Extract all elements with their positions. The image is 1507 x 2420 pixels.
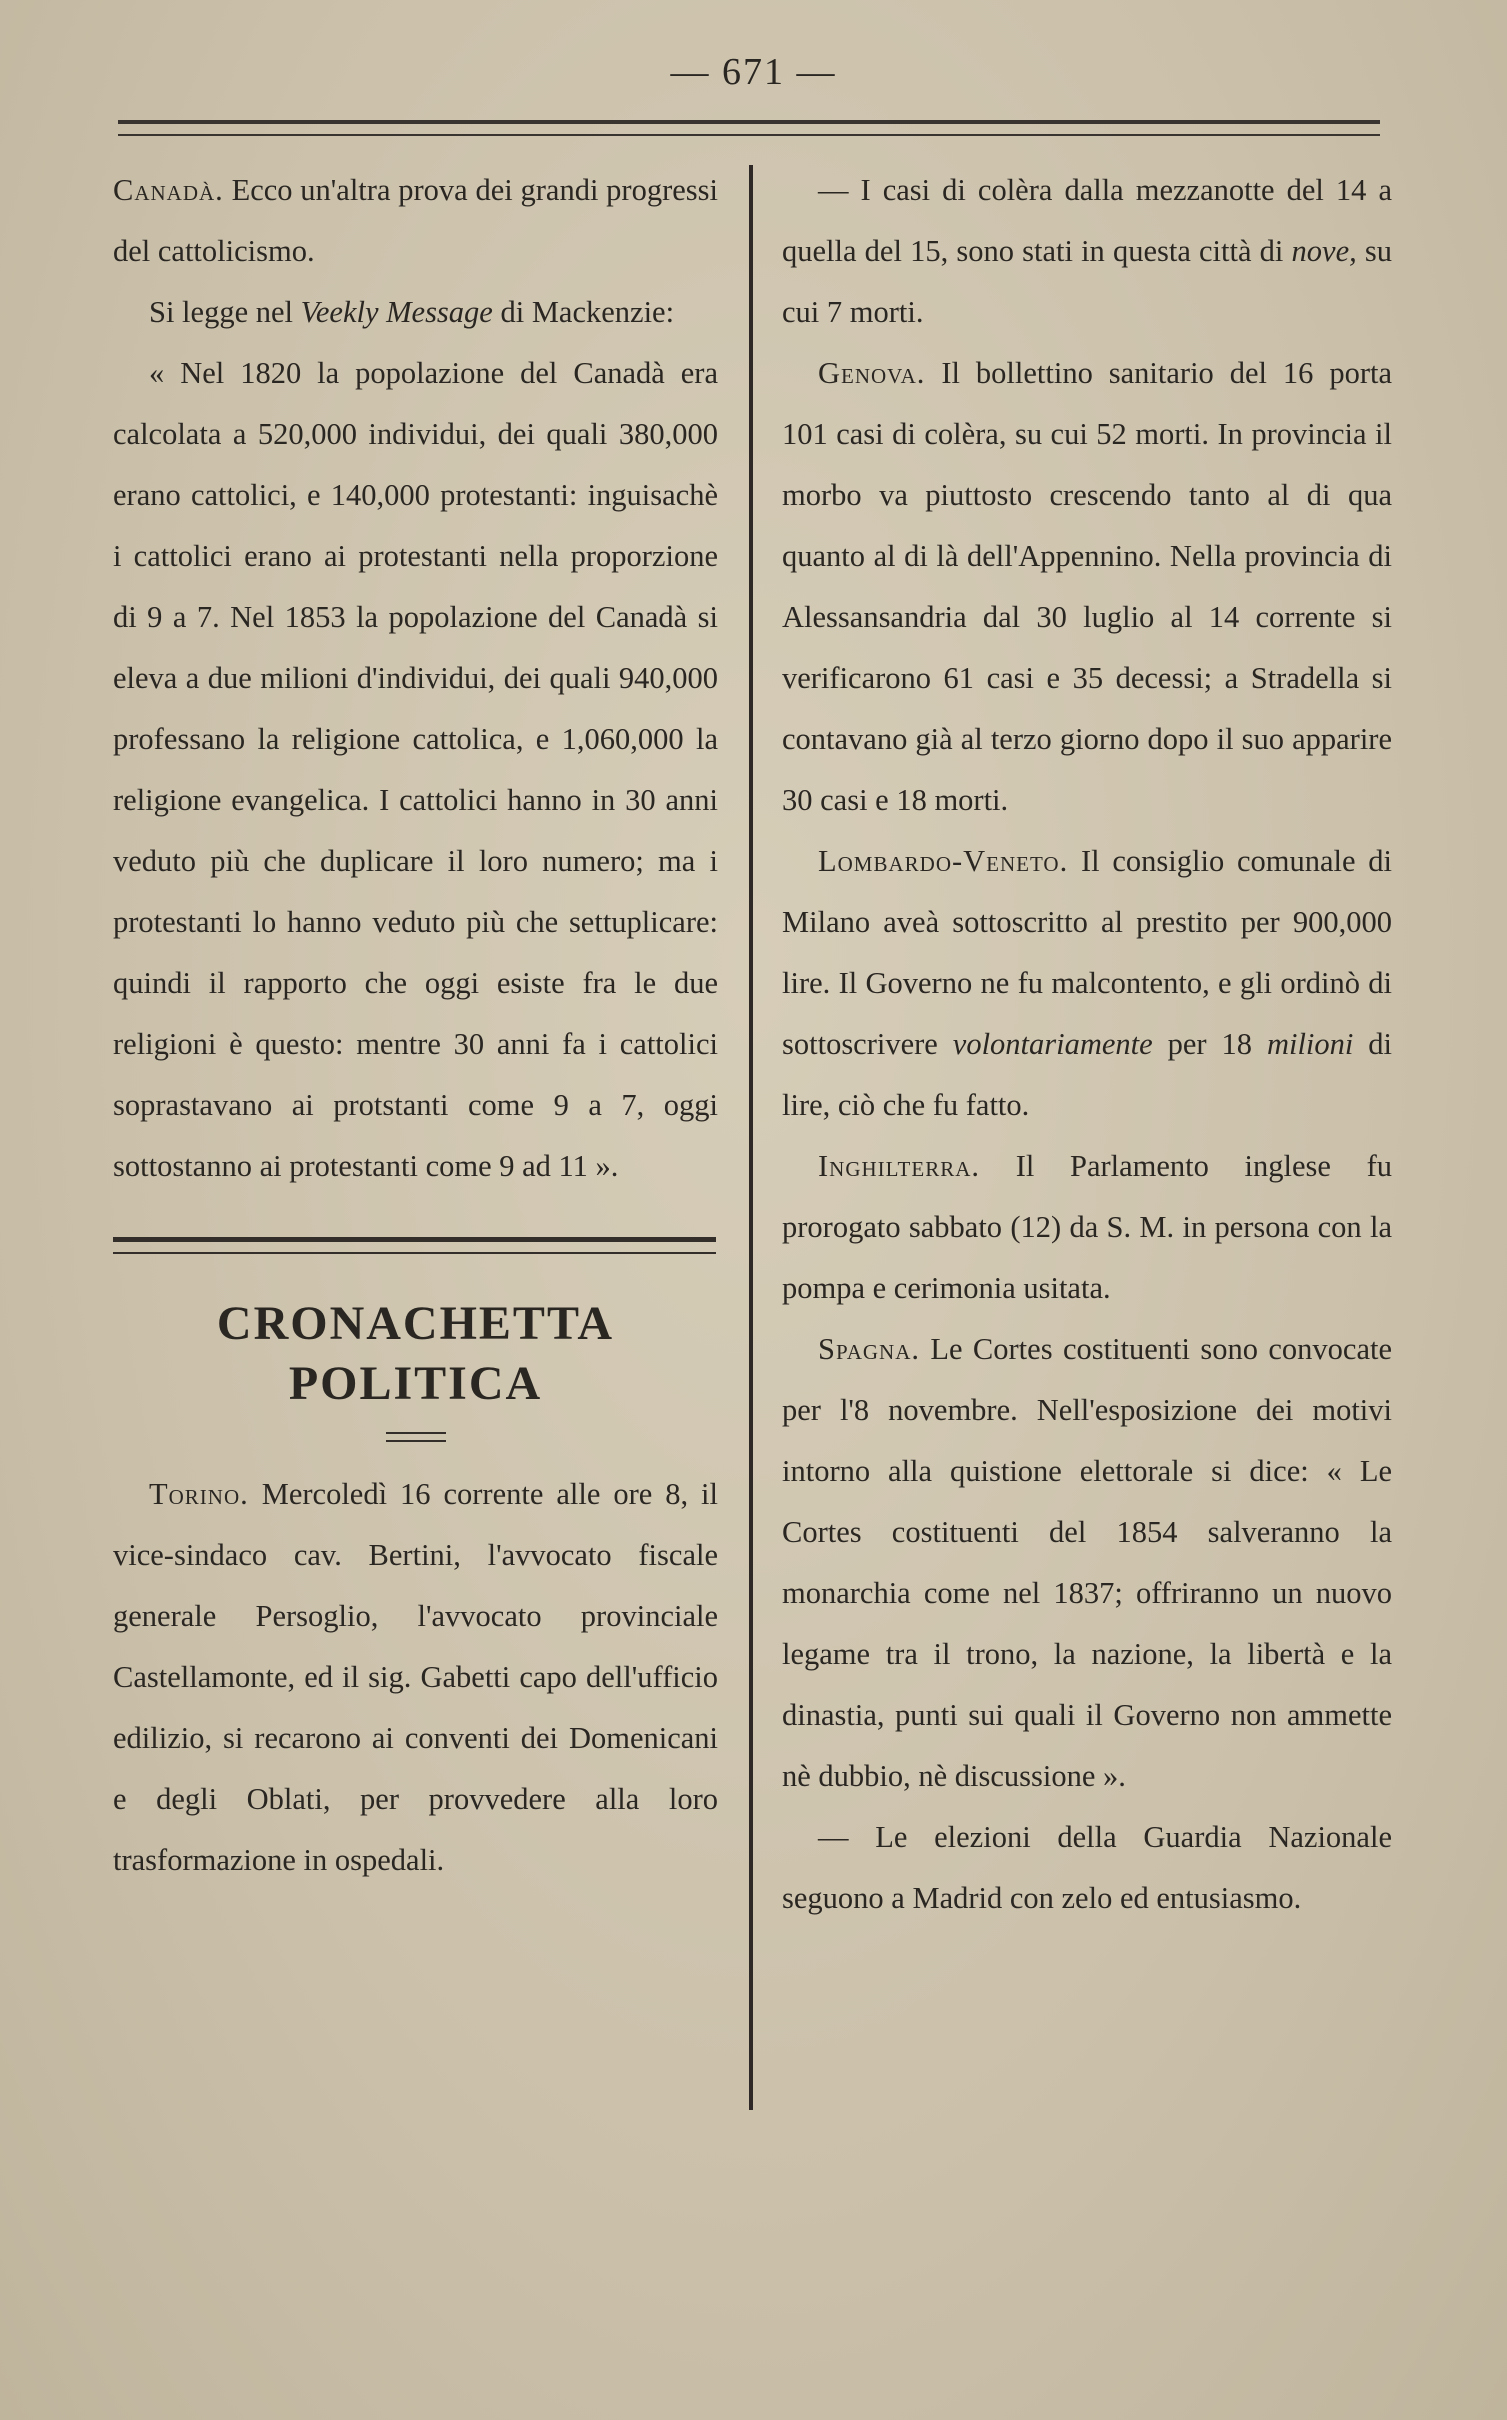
- colera-paragraph: [782, 160, 1392, 343]
- torino-paragraph: [113, 1464, 718, 1891]
- colera-italic: nove,: [1291, 234, 1357, 268]
- lombardo-text: Il consiglio comunale di Milano aveà sottoscritto al prestito per 900,000 lire. Il Governo ne fu malcontento, e gli ordinò di sottoscrivere: [782, 844, 1393, 1061]
- lombardo-end: di lire, ciò che fu fatto.: [782, 1027, 1393, 1122]
- source-title: Veekly Message: [300, 295, 493, 329]
- top-rule: [118, 120, 1380, 136]
- guardia-paragraph: — Le elezioni della Guardia Nazionale seguono a Madrid con zelo ed entusiasmo.: [782, 1820, 1392, 1915]
- genova-paragraph: [782, 343, 1392, 831]
- canada-lead: Ecco un'altra prova dei grandi progressi del cattolicismo.: [113, 173, 718, 268]
- source-paragraph: [113, 282, 718, 343]
- colera-end: su cui 7 morti.: [782, 234, 1393, 329]
- column-divider: [749, 165, 753, 2110]
- small-rule: [386, 1432, 446, 1442]
- source-post: di Mackenzie:: [500, 295, 675, 329]
- lombardo-mid: per 18: [1167, 1027, 1252, 1061]
- genova-label: Genova.: [818, 356, 926, 390]
- inghilterra-label: Inghilterra.: [818, 1149, 981, 1183]
- lombardo-italic-2: milioni: [1266, 1027, 1354, 1061]
- canada-label: Canadà.: [113, 173, 224, 207]
- spagna-label: Spagna.: [818, 1332, 921, 1366]
- source-pre: Si legge nel: [149, 295, 293, 329]
- canada-paragraph: [113, 160, 718, 282]
- section-rule: [113, 1237, 716, 1254]
- section-title: CRONACHETTA POLITICA: [216, 1297, 615, 1410]
- inghilterra-paragraph: [782, 1136, 1392, 1319]
- lombardo-italic-1: volontariamente: [952, 1027, 1153, 1061]
- lombardo-label: Lombardo-Veneto.: [818, 844, 1069, 878]
- inghilterra-text: Il Parlamento inglese fu prorogato sabbato (12) da S. M. in persona con la pompa e cerimonia usitata.: [782, 1149, 1393, 1305]
- torino-label: Torino.: [149, 1477, 249, 1511]
- genova-text: Il bollettino sanitario del 16 porta 101 casi di colèra, su cui 52 morti. In provincia il morbo va piuttosto crescendo tanto al di qua quanto al di là dell'Appennino. Nella provincia di Alessansandria dal 30 luglio al 14 corrente si verificarono 61 casi e 35 decessi; a Stradella si contavano già al terzo giorno dopo il suo apparire 30 casi e 18 morti.: [782, 356, 1392, 817]
- spagna-text: Le Cortes costituenti sono convocate per l'8 novembre. Nell'esposizione dei motivi intorno alla quistione elettorale si dice: « Le Cortes costituenti del 1854 salveranno la monarchia come nel 1837; offriranno un nuovo legame tra il trono, la nazione, la libertà e la dinastia, punti sui quali il Governo non ammette nè dubbio, nè discussione ».: [782, 1332, 1392, 1793]
- spagna-paragraph: [782, 1319, 1392, 1807]
- colera-text: — I casi di colèra dalla mezzanotte del 14 a quella del 15, sono stati in questa città di: [782, 173, 1392, 268]
- page-number: — 671 —: [670, 51, 837, 93]
- lombardo-paragraph: [782, 831, 1392, 1136]
- quote-paragraph: « Nel 1820 la popolazione del Canadà era calcolata a 520,000 individui, dei quali 380,000 erano cattolici, e 140,000 protestanti: inguisachè i cattolici erano ai protestanti nella proporzione di 9 a 7. Nel 1853 la popolazione del Canadà si eleva a due milioni d'individui, dei quali 940,000 professano la religione cattolica, e 1,060,000 la religione evangelica. I cattolici hanno in 30 anni veduto più che duplicare il loro numero; ma i protestanti lo hanno veduto più che settuplicare: quindi il rapporto che oggi esiste fra le due religioni è questo: mentre 30 anni fa i cattolici soprastavano ai protstanti come 9 a 7, oggi sottostanno ai protestanti come 9 ad 11 ».: [113, 356, 718, 1183]
- torino-text: Mercoledì 16 corrente alle ore 8, il vice-sindaco cav. Bertini, l'avvocato fiscale generale Persoglio, l'avvocato provinciale Castellamonte, ed il sig. Gabetti capo dell'ufficio edilizio, si recarono ai conventi dei Domenicani e degli Oblati, per provvedere alla loro trasformazione in ospedali.: [113, 1477, 719, 1877]
- left-column: [113, 160, 718, 1891]
- right-column: [782, 160, 1392, 1929]
